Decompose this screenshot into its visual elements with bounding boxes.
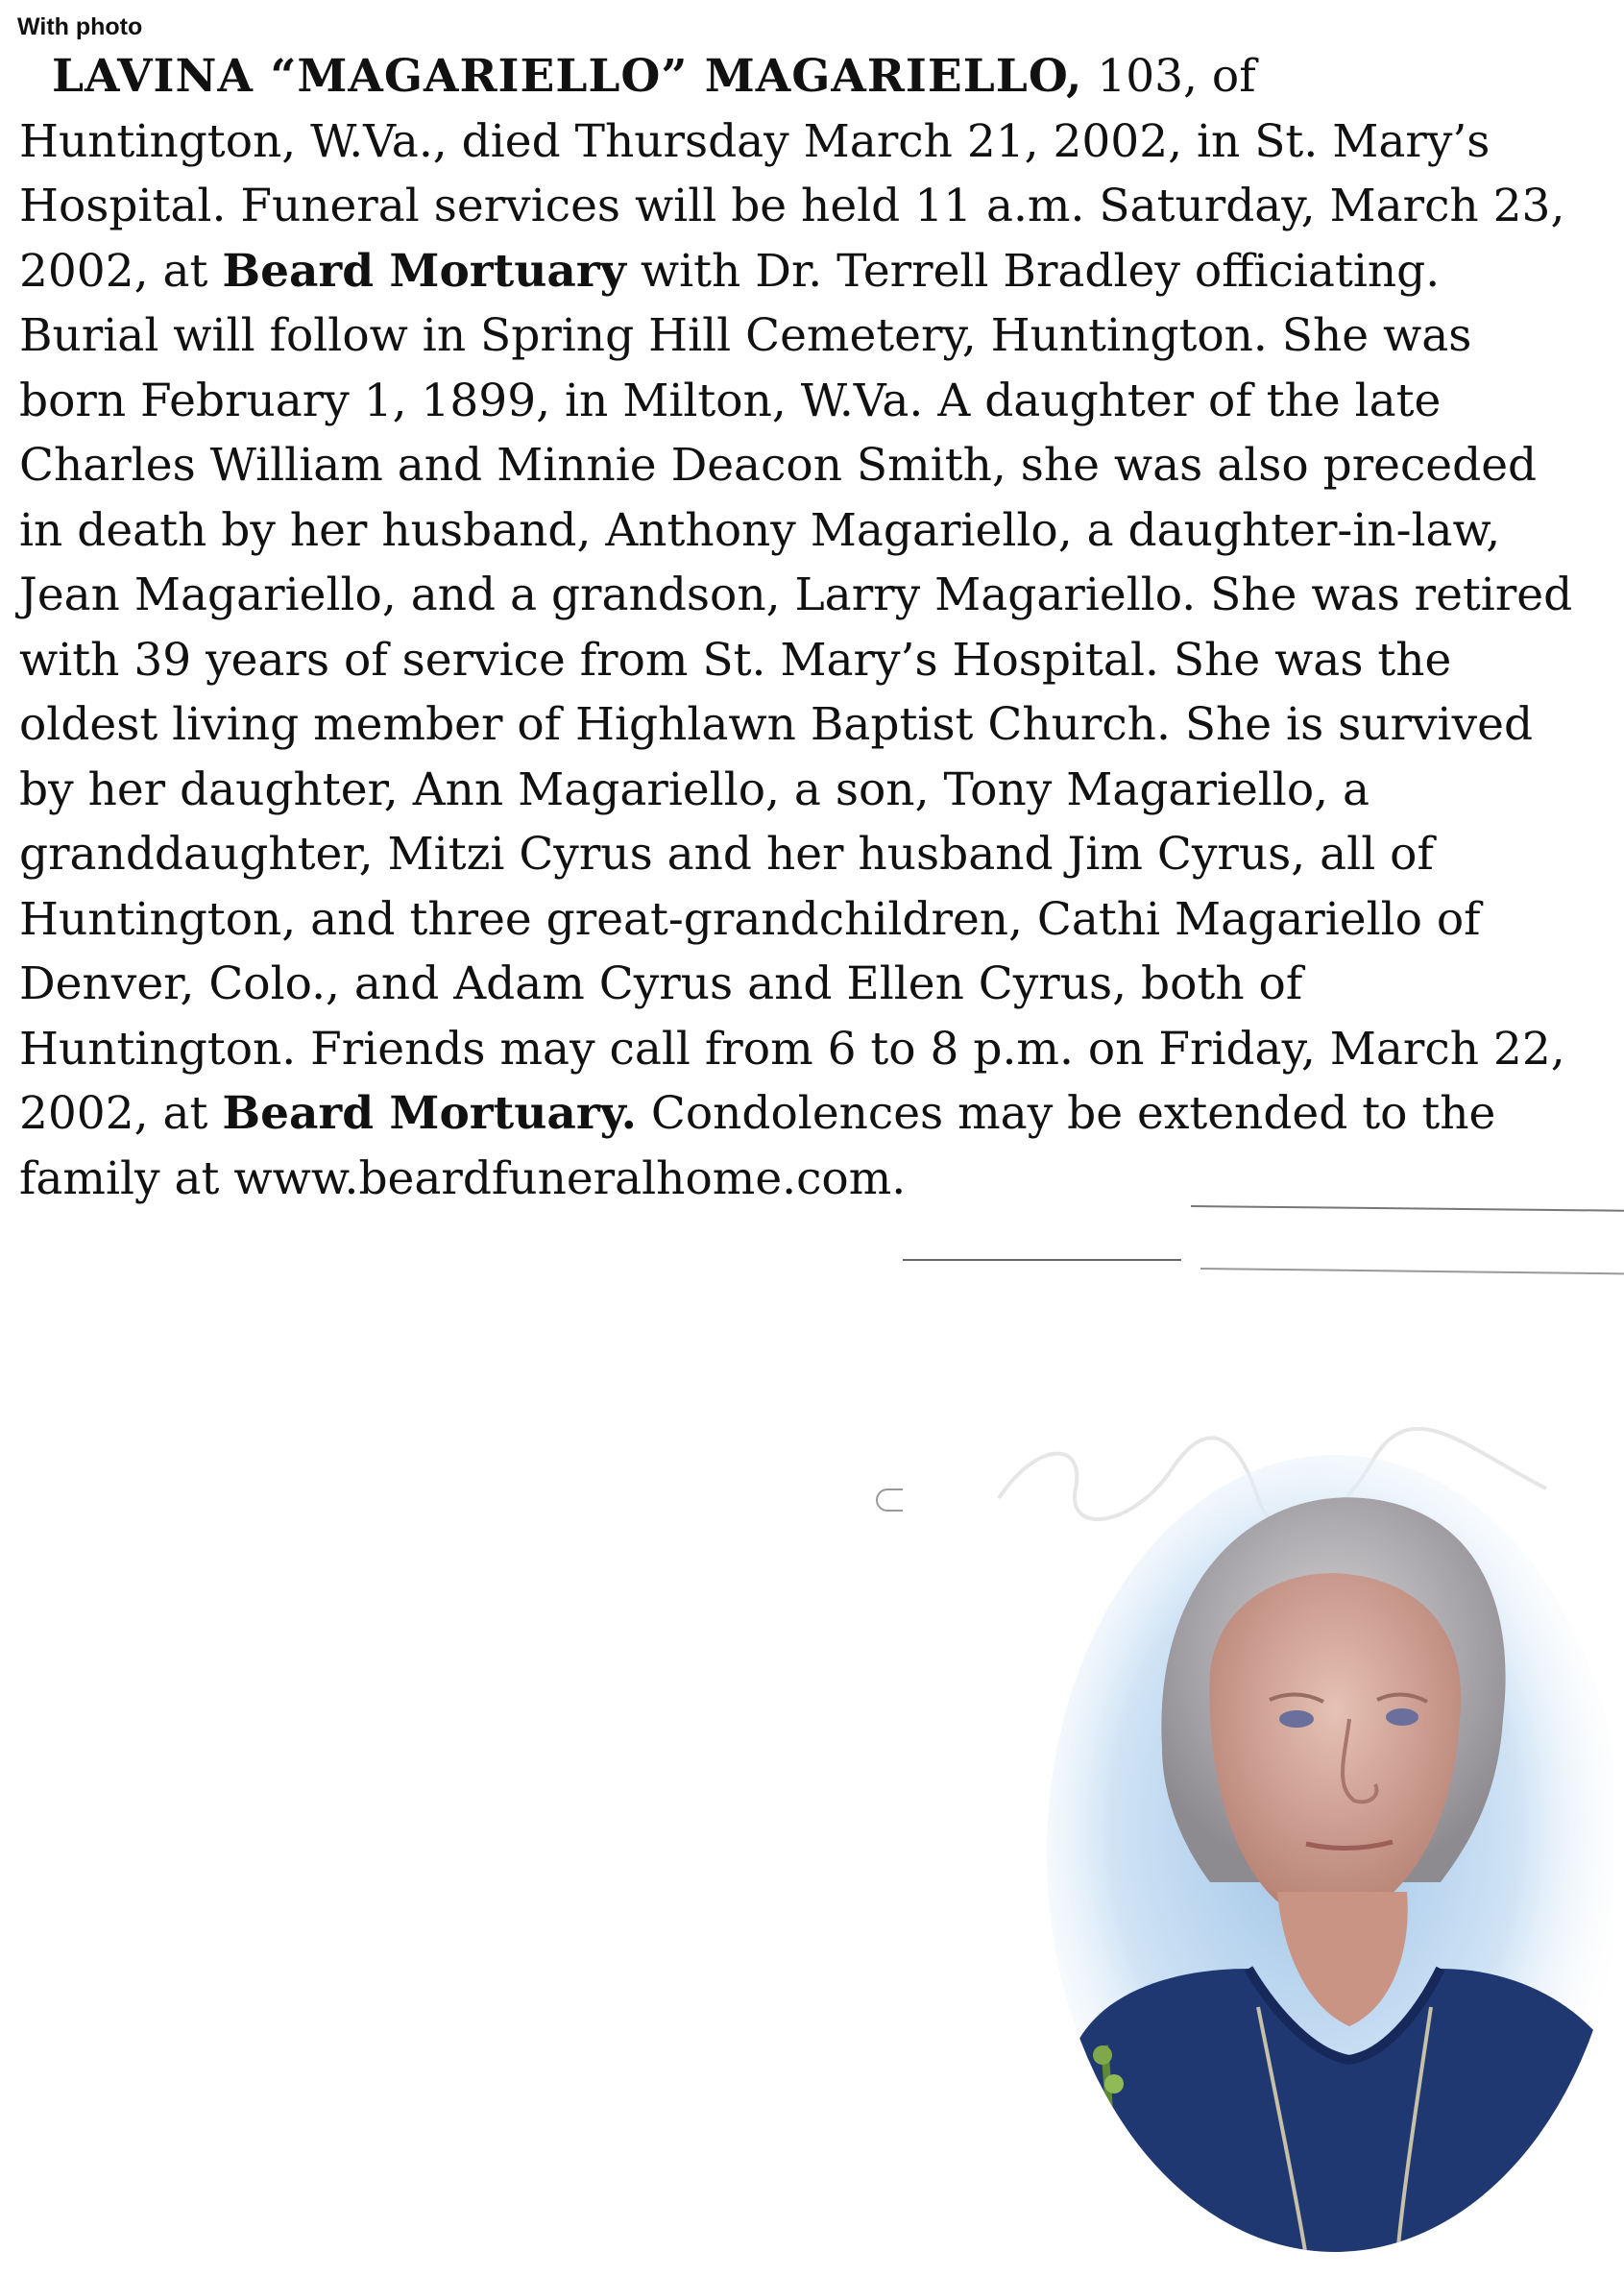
obituary-line bbox=[19, 239, 1594, 304]
obituary-line-segment: 2002, at bbox=[19, 1087, 223, 1140]
obituary-line bbox=[19, 758, 1594, 823]
portrait-photo bbox=[1018, 1431, 1613, 2257]
obituary-line bbox=[19, 822, 1594, 887]
obituary-line-segment: Burial will follow in Spring Hill Cemetery, Huntington. She was bbox=[19, 309, 1472, 362]
obituary-line bbox=[19, 628, 1594, 693]
obituary-first-line bbox=[19, 44, 1594, 109]
obituary-line bbox=[19, 1017, 1594, 1082]
obituary-line-segment: family at www.beardfuneralhome.com. bbox=[19, 1151, 907, 1205]
obituary-line-segment: with 39 years of service from St. Mary’s Hospital. She was the bbox=[19, 633, 1452, 687]
obituary-line-segment: Denver, Colo., and Adam Cyrus and Ellen Cyrus, both of bbox=[19, 957, 1303, 1010]
obituary-line bbox=[19, 369, 1594, 434]
obituary-line bbox=[19, 692, 1594, 758]
stray-mark bbox=[876, 1488, 903, 1512]
obituary-line-segment: born February 1, 1899, in Milton, W.Va. A daughter of the late bbox=[19, 374, 1442, 427]
obituary-line bbox=[19, 563, 1594, 628]
obituary-line-segment: oldest living member of Highlawn Baptist Church. She is survived bbox=[19, 698, 1534, 751]
obituary-line bbox=[19, 174, 1594, 239]
obituary-line bbox=[19, 1081, 1594, 1147]
photo-content bbox=[1018, 1431, 1613, 2257]
obituary-line-segment: Huntington, and three great-grandchildren, Cathi Magariello of bbox=[19, 892, 1481, 946]
obituary-line bbox=[19, 887, 1594, 953]
obituary-line bbox=[19, 952, 1594, 1017]
obituary-line-segment: Jean Magariello, and a grandson, Larry Magariello. She was retired bbox=[19, 569, 1573, 621]
obituary-line-segment: Huntington. Friends may call from 6 to 8 p.m. on Friday, March 22, bbox=[19, 1022, 1565, 1076]
deceased-name: LAVINA “MAGARIELLO” MAGARIELLO, bbox=[52, 50, 1083, 103]
obituary-line-segment: in death by her husband, Anthony Magariello, a daughter-in-law, bbox=[19, 503, 1501, 557]
funeral-home-name: Beard Mortuary. bbox=[222, 1087, 637, 1140]
obituary-line-segment: by her daughter, Ann Magariello, a son, Tony Magariello, a bbox=[19, 762, 1370, 816]
obituary-line-segment: granddaughter, Mitzi Cyrus and her husband Jim Cyrus, all of bbox=[19, 828, 1434, 881]
scan-edge-line bbox=[903, 1259, 1181, 1261]
funeral-home-name: Beard Mortuary bbox=[222, 244, 626, 298]
obituary-line-segment: 103, of bbox=[1082, 50, 1256, 103]
obituary-line bbox=[19, 303, 1594, 369]
obituary-line-segment: Charles William and Minnie Deacon Smith, she was also preceded bbox=[19, 439, 1538, 492]
obituary-line bbox=[19, 1147, 1594, 1212]
photo-tag-label: With photo bbox=[17, 13, 143, 40]
obituary-line bbox=[19, 433, 1594, 498]
obituary-line bbox=[19, 109, 1594, 175]
obituary-line-segment: Hospital. Funeral services will be held 11 a.m. Saturday, March 23, bbox=[19, 180, 1565, 232]
obituary-text bbox=[19, 44, 1594, 1211]
scan-edge-line bbox=[1200, 1268, 1624, 1274]
obituary-line-segment: with Dr. Terrell Bradley officiating. bbox=[625, 244, 1441, 298]
obituary-line-segment: Condolences may be extended to the bbox=[636, 1087, 1496, 1140]
obituary-line-segment: Huntington, W.Va., died Thursday March 21, 2002, in St. Mary’s bbox=[19, 114, 1491, 168]
obituary-line-segment: 2002, at bbox=[19, 244, 223, 298]
obituary-line bbox=[19, 498, 1594, 564]
